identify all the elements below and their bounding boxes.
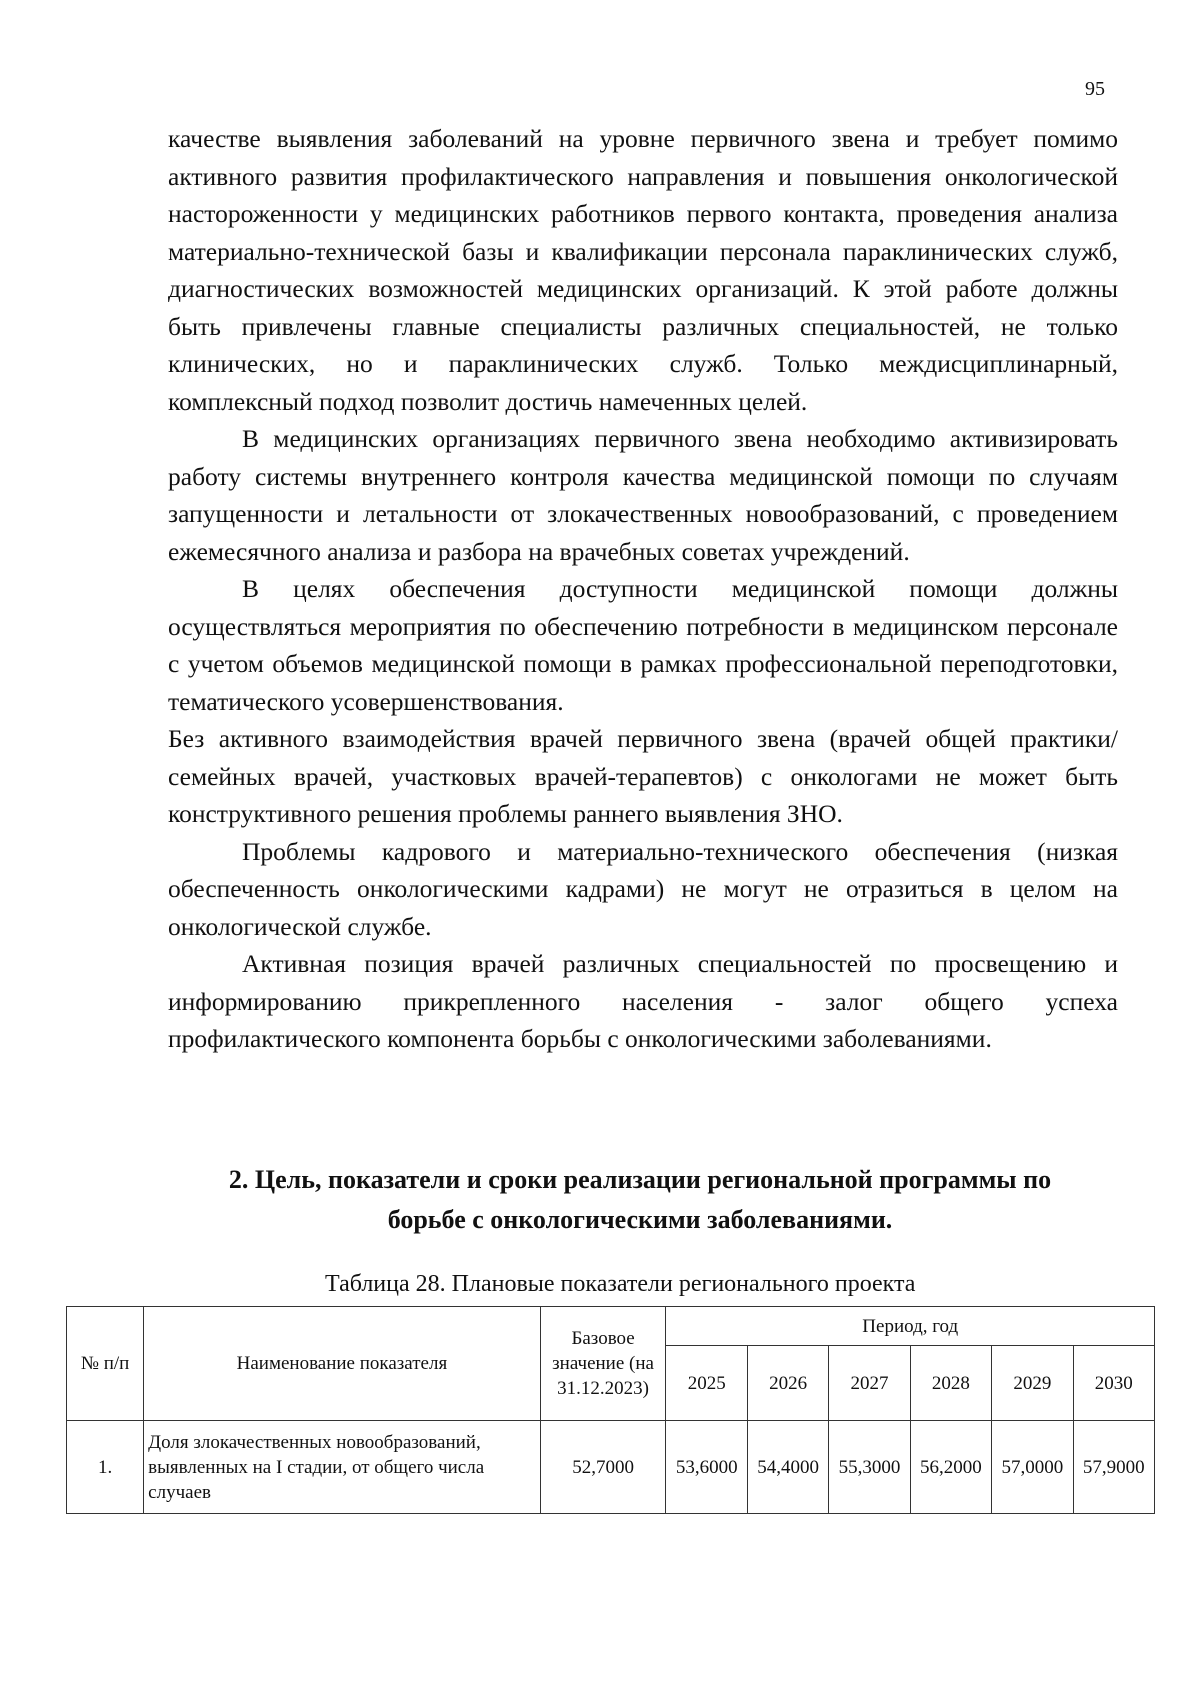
paragraph: Активная позиция врачей различных специальностей по просвещению и информированию прикрепленного населения - залог общего успеха профилактического компонента борьбы с онкологическими заболеваниями. <box>168 949 1118 1053</box>
header-period: Период, год <box>666 1307 1155 1346</box>
cell-value: 57,0000 <box>992 1421 1073 1514</box>
cell-base: 52,7000 <box>540 1421 666 1514</box>
body-text <box>168 120 1118 1058</box>
section-heading-line2: борьбе с онкологическими заболеваниями. <box>387 1205 893 1234</box>
section-heading-line1: 2. Цель, показатели и сроки реализации региональной программы по <box>228 1165 1052 1194</box>
paragraph: Без активного взаимодействия врачей первичного звена (врачей общей практики/семейных врачей, участковых врачей-терапевтов) с онкологами не может быть конструктивного решения проблемы раннего выявления ЗНО. <box>168 724 1118 828</box>
table-row <box>67 1421 1155 1514</box>
header-year: 2028 <box>910 1346 991 1421</box>
cell-num: 1. <box>67 1421 144 1514</box>
header-year: 2026 <box>747 1346 828 1421</box>
cell-name: Доля злокачественных новообразований, выявленных на I стадии, от общего числа случаев <box>144 1421 541 1514</box>
header-year: 2027 <box>829 1346 910 1421</box>
paragraph: В медицинских организациях первичного звена необходимо активизировать работу системы внутреннего контроля качества медицинской помощи по случаям запущенности и летальности от злокачественных новообразований, с проведением ежемесячного анализа и разбора на врачебных советах учреждений. <box>168 424 1118 566</box>
header-year: 2030 <box>1073 1346 1154 1421</box>
header-year: 2025 <box>666 1346 747 1421</box>
cell-value: 57,9000 <box>1073 1421 1154 1514</box>
cell-value: 56,2000 <box>910 1421 991 1514</box>
header-year: 2029 <box>992 1346 1073 1421</box>
header-num: № п/п <box>67 1307 144 1421</box>
header-name: Наименование показателя <box>144 1307 541 1421</box>
paragraph: Проблемы кадрового и материально-технического обеспечения (низкая обеспеченность онкологическими кадрами) не могут не отразиться в целом на онкологической службе. <box>168 836 1118 941</box>
table-header-row <box>67 1307 1155 1346</box>
cell-value: 53,6000 <box>666 1421 747 1514</box>
cell-value: 55,3000 <box>829 1421 910 1514</box>
cell-value: 54,4000 <box>747 1421 828 1514</box>
page-number: 95 <box>1085 78 1105 100</box>
header-base: Базовое значение (на 31.12.2023) <box>540 1307 666 1421</box>
paragraph: качестве выявления заболеваний на уровне первичного звена и требует помимо активного развития профилактического направления и повышения онкологической настороженности у медицинских работников первого контакта, проведения анализа материально-технической базы и квалификации персонала параклинических служб, диагностических возможностей медицинских организаций. К этой работе должны быть привлечены главные специалисты различных специальностей, не только клинических, но и параклинических служб. Только междисциплинарный, комплексный подход позволит достичь намеченных целей. <box>168 124 1118 416</box>
table-caption: Таблица 28. Плановые показатели регионального проекта <box>325 1271 916 1297</box>
paragraph: В целях обеспечения доступности медицинской помощи должны осуществляться мероприятия по обеспечению потребности в медицинском персонале с учетом объемов медицинской помощи в рамках профессиональной переподготовки, тематического усовершенствования. <box>168 574 1118 716</box>
indicators-table <box>66 1306 1155 1514</box>
section-heading <box>140 1160 1140 1240</box>
